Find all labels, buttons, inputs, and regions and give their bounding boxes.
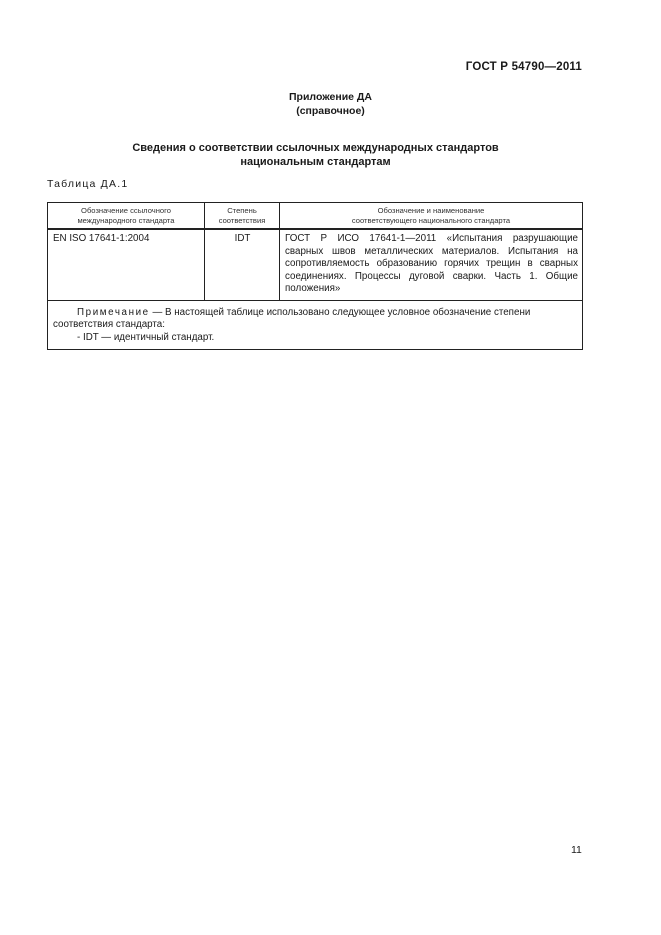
- annex-title: [0, 90, 661, 118]
- note-dash: —: [149, 306, 165, 318]
- section-title-line-2: национальным стандартам: [240, 156, 391, 168]
- section-title-line-1: Сведения о соответствии ссылочных международных стандартов: [132, 142, 499, 154]
- annex-heading: Приложение ДА: [289, 91, 372, 103]
- column-header-intl-standard: [48, 203, 205, 230]
- cell-degree: IDT: [205, 229, 280, 300]
- column-header-degree: [205, 203, 280, 230]
- column-header-line: Обозначение и наименование: [377, 206, 485, 215]
- document-code: ГОСТ Р 54790—2011: [465, 61, 582, 73]
- table-row: [48, 229, 583, 300]
- table-header-row: [48, 203, 583, 230]
- note-item: - IDT — идентичный стандарт.: [77, 331, 215, 343]
- table-note-row: [48, 300, 583, 350]
- cell-national-standard: ГОСТ Р ИСО 17641-1—2011 «Испытания разрушающие сварных швов металлических материалов. Испытания на сопротивляемость образованию горячих трещин в сварных соединениях. Процессы дуговой сварки. Часть 1. Общие положения»: [280, 229, 583, 300]
- note-label: Примечание: [77, 306, 150, 318]
- section-title: [0, 141, 631, 169]
- table-caption: Таблица ДА.1: [47, 178, 129, 190]
- column-header-national-standard: [280, 203, 583, 230]
- annex-subheading: (справочное): [296, 105, 365, 117]
- note-text: В настоящей таблице использовано следующее условное обозначение степени соответствия стандарта:: [53, 306, 531, 330]
- column-header-line: соответствия: [218, 216, 266, 225]
- cell-intl-standard: EN ISO 17641-1:2004: [48, 229, 205, 300]
- table-note: [48, 300, 583, 350]
- column-header-line: Обозначение ссылочного: [81, 206, 171, 215]
- column-header-line: соответствующего национального стандарта: [351, 216, 511, 225]
- column-header-line: Степень: [227, 206, 257, 215]
- page-number: 11: [571, 844, 582, 856]
- correspondence-table: [47, 202, 583, 350]
- column-header-line: международного стандарта: [77, 216, 175, 225]
